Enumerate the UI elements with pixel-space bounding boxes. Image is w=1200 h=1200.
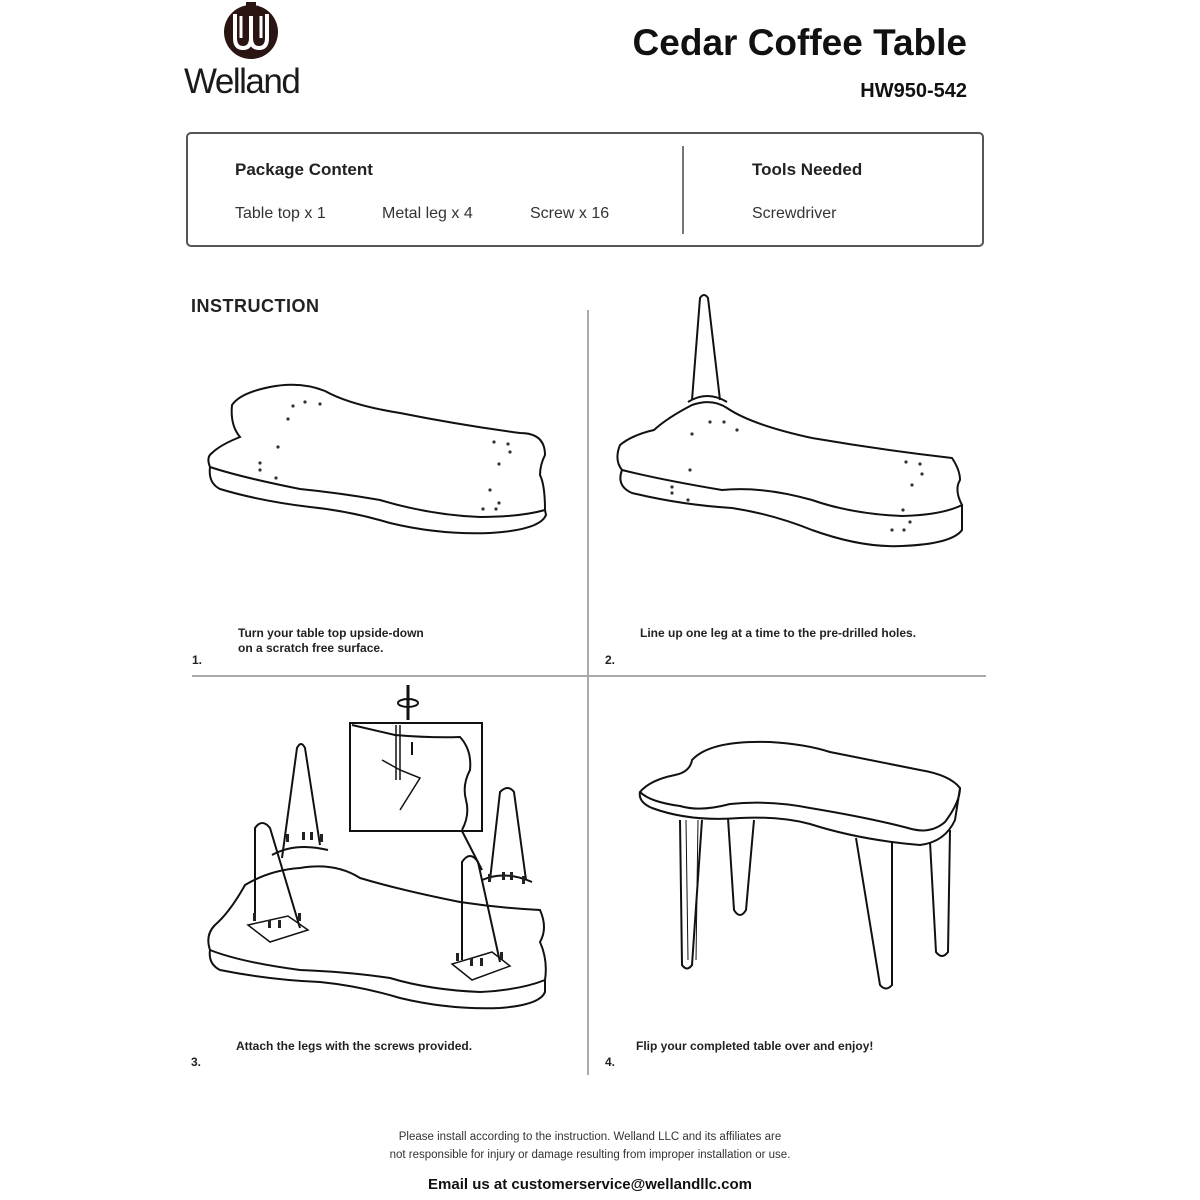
align-leg-illustration bbox=[612, 290, 972, 560]
disclaimer-line2: not responsible for injury or damage resulting from improper installation or use. bbox=[389, 1149, 791, 1161]
step-1-caption-line1: Turn your table top upside-down bbox=[238, 626, 424, 640]
contact-email: Email us at customerservice@wellandllc.com bbox=[428, 1176, 752, 1193]
step-1-caption-line2: on a scratch free surface. bbox=[238, 641, 384, 655]
disclaimer-line1: Please install according to the instruction. Welland LLC and its affiliates are bbox=[398, 1131, 782, 1143]
step-1-number: 1. bbox=[192, 653, 203, 667]
package-item-metal-leg: Metal leg x 4 bbox=[382, 205, 473, 222]
step-3-caption bbox=[236, 1039, 472, 1054]
horizontal-divider bbox=[192, 675, 986, 677]
step-3-caption-line1: Attach the legs with the screws provided. bbox=[236, 1039, 473, 1053]
tabletop-upside-down-illustration bbox=[200, 375, 560, 545]
box-divider bbox=[682, 146, 684, 234]
step-1-caption bbox=[238, 626, 424, 656]
package-item-table-top: Table top x 1 bbox=[235, 205, 326, 222]
step-4-caption-line1: Flip your completed table over and enjoy! bbox=[636, 1039, 874, 1053]
step-3-number: 3. bbox=[191, 1055, 202, 1069]
step-2-number: 2. bbox=[605, 653, 616, 667]
step-4-caption bbox=[636, 1039, 873, 1054]
step-2-caption bbox=[640, 626, 916, 641]
step-2-caption-line1: Line up one leg at a time to the pre-drilled holes. bbox=[640, 626, 917, 640]
package-contents-box bbox=[186, 132, 984, 247]
vertical-divider bbox=[587, 310, 589, 1075]
instruction-heading: INSTRUCTION bbox=[191, 296, 320, 316]
welland-logo-icon bbox=[220, 2, 282, 60]
package-content-heading: Package Content bbox=[235, 160, 373, 179]
tools-needed-heading: Tools Needed bbox=[752, 160, 863, 179]
package-item-screw: Screw x 16 bbox=[530, 205, 610, 222]
step-4-number: 4. bbox=[605, 1055, 616, 1069]
brand-name: Welland bbox=[184, 62, 300, 101]
attach-legs-illustration bbox=[200, 680, 560, 1020]
product-code: HW950-542 bbox=[860, 80, 967, 102]
product-title: Cedar Coffee Table bbox=[632, 22, 967, 63]
completed-table-illustration bbox=[630, 730, 970, 1000]
tool-item-screwdriver: Screwdriver bbox=[752, 205, 837, 222]
disclaimer bbox=[300, 1128, 880, 1164]
